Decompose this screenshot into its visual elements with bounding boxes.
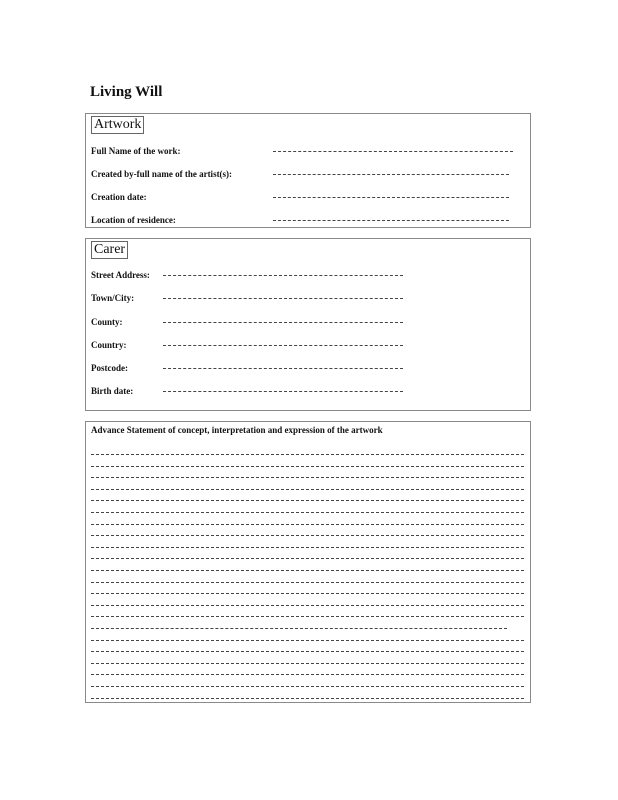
field-line-birth-date[interactable] [163,391,403,392]
field-line-location[interactable] [273,220,509,221]
statement-line[interactable] [91,593,524,594]
carer-section [85,238,531,411]
statement-line[interactable] [91,512,524,513]
statement-line[interactable] [91,547,524,548]
statement-line[interactable] [91,582,524,583]
field-label-artist-name: Created by-full name of the artist(s): [91,169,233,179]
field-label-birth-date: Birth date: [91,386,134,396]
statement-line[interactable] [91,663,524,664]
field-line-work-name[interactable] [273,151,513,152]
statement-line[interactable] [91,570,524,571]
field-line-country[interactable] [163,345,403,346]
statement-line[interactable] [91,674,524,675]
statement-line[interactable] [91,489,524,490]
page-title: Living Will [90,84,163,100]
field-line-artist-name[interactable] [273,174,509,175]
statement-line[interactable] [91,535,524,536]
statement-line[interactable] [91,616,524,617]
field-label-street-address: Street Address: [91,270,150,280]
statement-line[interactable] [91,466,524,467]
field-label-location: Location of residence: [91,215,176,225]
statement-line[interactable] [91,686,524,687]
field-line-county[interactable] [163,322,403,323]
field-line-creation-date[interactable] [273,197,509,198]
statement-line[interactable] [91,454,524,455]
carer-heading: Carer [91,241,128,259]
statement-line[interactable] [91,651,524,652]
statement-line[interactable] [91,605,524,606]
statement-line[interactable] [91,640,524,641]
field-label-postcode: Postcode: [91,363,128,373]
statement-section [85,421,531,703]
field-label-town-city: Town/City: [91,293,135,303]
field-line-town-city[interactable] [163,298,403,299]
statement-line[interactable] [91,698,524,699]
field-line-street-address[interactable] [163,275,403,276]
field-label-county: County: [91,317,123,327]
statement-heading: Advance Statement of concept, interpretation and expression of the artwork [91,425,383,435]
field-line-postcode[interactable] [163,368,403,369]
field-label-country: Country: [91,340,127,350]
statement-line[interactable] [91,558,524,559]
statement-line[interactable] [91,477,524,478]
statement-line[interactable] [91,500,524,501]
statement-line[interactable] [91,524,524,525]
field-label-creation-date: Creation date: [91,192,147,202]
artwork-section [85,113,531,228]
statement-line[interactable] [91,628,507,629]
artwork-heading: Artwork [91,116,144,134]
field-label-work-name: Full Name of the work: [91,146,181,156]
